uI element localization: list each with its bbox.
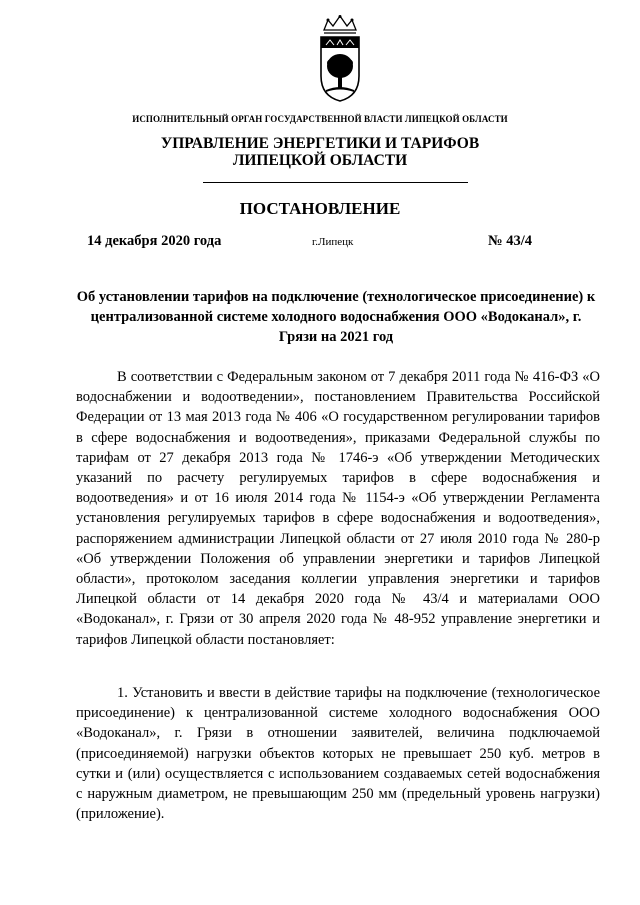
resolution-item-1: 1. Установить и ввести в действие тарифы на подключение (технологическое присоединение) к централизованной системе холодного водоснабжения ООО «Водоканал», г. Грязи в отношении заявителей, величина подключаемой (присоединяемой) нагрузки объектов которых не превышает 250 куб. метров в сутки и (или) осуществляется с использованием создаваемых сетей водоснабжения с наружным диаметром, не превышающим 250 мм (предельный уровень нагрузки) (приложение). — [76, 685, 600, 823]
org-line: ИСПОЛНИТЕЛЬНЫЙ ОРГАН ГОСУДАРСТВЕННОЙ ВЛАСТИ ЛИПЕЦКОЙ ОБЛАСТИ — [132, 114, 508, 124]
document-number: № 43/4 — [488, 233, 532, 249]
header-divider — [203, 182, 468, 183]
coat-of-arms-icon — [318, 14, 362, 102]
document-title: Об установлении тарифов на подключение (технологическое присоединение) к централизованной системе холодного водоснабжения ООО «Водоканал», г. Грязи на 2021 год — [76, 289, 596, 345]
department-name — [0, 135, 640, 169]
department-line-2: ЛИПЕЦКОЙ ОБЛАСТИ — [232, 152, 408, 169]
document-city: г.Липецк — [312, 236, 354, 248]
preamble-paragraph: В соответствии с Федеральным законом от 7 декабря 2011 года № 416-ФЗ «О водоснабжении и водоотведении», постановлением Правительства Российской Федерации от 13 мая 2013 года № 406 «О государственном регулировании тарифов в сфере водоснабжения и водоотведения», приказами Федеральной службы по тарифам от 27 декабря 2013 года № 1746-э «Об утверждении Методических указаний по расчету регулируемых тарифов в сфере водоснабжения и водоотведения» и от 16 июля 2014 года № 1154-э «Об утверждении Регламента установления регулируемых тарифов в сфере водоснабжения и водоотведения», распоряжением администрации Липецкой области от 27 июля 2010 года № 280-р «Об утверждении Положения об управлении энергетики и тарифов Липецкой области», протоколом заседания коллегии управления энергетики и тарифов Липецкой области от 14 декабря 2020 года № 43/4 и материалами ООО «Водоканал», г. Грязи от 30 апреля 2020 года № 48-952 управление энергетики и тарифов Липецкой области постановляет: — [76, 369, 600, 648]
document-date: 14 декабря 2020 года — [87, 233, 222, 249]
document-type: ПОСТАНОВЛЕНИЕ — [239, 199, 401, 218]
department-line-1: УПРАВЛЕНИЕ ЭНЕРГЕТИКИ И ТАРИФОВ — [160, 135, 480, 152]
